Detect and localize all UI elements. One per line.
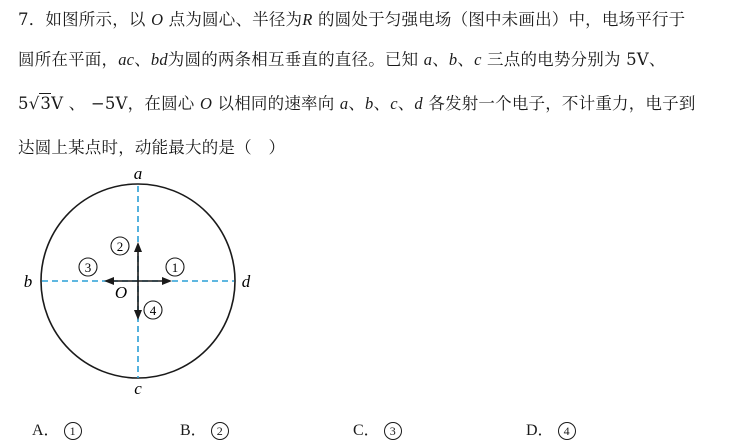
svg-text:4: 4 xyxy=(149,303,157,318)
circled-number-2 xyxy=(111,237,129,255)
option-c[interactable]: C． 3 xyxy=(353,417,402,440)
option-a[interactable]: A． 1 xyxy=(32,417,82,440)
label-a: a xyxy=(133,164,143,183)
option-b[interactable]: B． 2 xyxy=(180,417,229,440)
circled-number-3 xyxy=(79,258,97,276)
question-line-4: 达圆上某点时，动能最大的是（ ） xyxy=(18,138,286,157)
circled-number-4 xyxy=(144,301,162,319)
label-b: b xyxy=(23,272,33,291)
svg-text:1: 1 xyxy=(171,260,179,275)
svg-text:2: 2 xyxy=(116,239,124,254)
question-number: 7． xyxy=(18,10,46,29)
label-d: d xyxy=(241,272,251,291)
question-line-3: 5√3V 、 −5V，在圆心 O 以相同的速率向 a、b、c、d 各发射一个电子，不计重力，电子到 xyxy=(18,94,696,113)
option-b-circled-number: 2 xyxy=(211,422,229,440)
label-O: O xyxy=(114,283,128,302)
arrow-down-head xyxy=(134,310,142,320)
circled-number-1 xyxy=(166,258,184,276)
option-c-circled-number: 3 xyxy=(384,422,402,440)
svg-text:3: 3 xyxy=(84,260,92,275)
arrow-up-head xyxy=(134,242,142,252)
option-d[interactable]: D． 4 xyxy=(526,417,576,440)
question-line-1: 7．如图所示，以 O 点为圆心、半径为R 的圆处于匀强电场（图中未画出）中，电场平行于 xyxy=(18,10,686,29)
arrow-right-head xyxy=(162,277,172,285)
sqrt-symbol: √3 xyxy=(28,94,52,113)
label-c: c xyxy=(134,379,142,398)
option-d-circled-number: 4 xyxy=(558,422,576,440)
arrow-left-head xyxy=(104,277,114,285)
circle-field-diagram xyxy=(0,160,300,400)
question-line-2: 圆所在平面，ac、bd为圆的两条相互垂直的直径。已知 a、b、c 三点的电势分别为 5V、 xyxy=(18,50,666,69)
option-a-circled-number: 1 xyxy=(64,422,82,440)
